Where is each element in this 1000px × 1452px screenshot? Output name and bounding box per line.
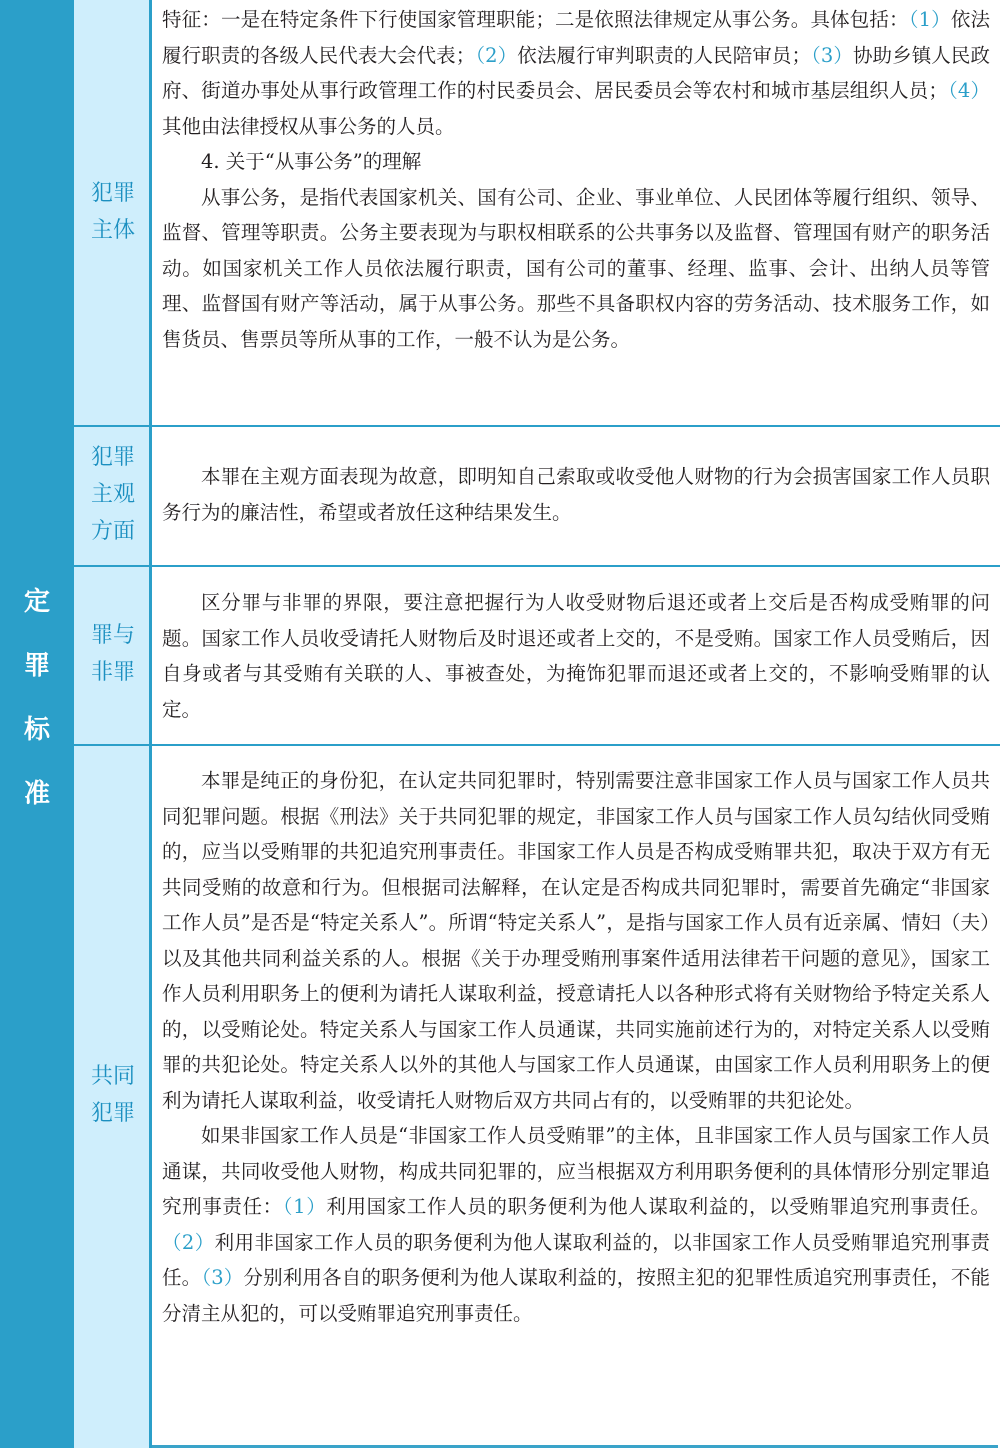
section-label-line: 主体 xyxy=(90,218,135,243)
section-label-line: 犯罪 xyxy=(90,1101,135,1126)
text-segment: 4. 关于“从事公务”的理解 xyxy=(201,150,422,173)
list-number: （4） xyxy=(947,79,990,102)
section-content-joint-crime xyxy=(162,763,990,1331)
row-divider xyxy=(74,425,1000,427)
section-content-subjective xyxy=(162,459,990,530)
text-segment: 本罪在主观方面表现为故意，即明知自己索取或收受他人财物的行为会损害国家工作人员职务行为的廉洁性，希望或者放任这种结果发生。 xyxy=(162,465,990,524)
section-content-crime-noncrime xyxy=(162,585,990,727)
text-segment: 特征：一是在特定条件下行使国家管理职能；二是依照法律规定从事公务。具体包括： xyxy=(162,8,909,31)
section-label-line: 犯罪 xyxy=(90,445,135,470)
row-divider xyxy=(74,565,1000,567)
category-label-char: 准 xyxy=(23,779,50,809)
paragraph xyxy=(162,180,990,358)
text-segment: 分别利用各自的职务便利为他人谋取利益的，按照主犯的犯罪性质追究刑事责任，不能分清主从犯的，可以受贿罪追究刑事责任。 xyxy=(162,1266,990,1325)
section-label-line: 犯罪 xyxy=(90,181,135,206)
text-segment: 如果非国家工作人员是“非国家工作人员受贿罪”的主体，且非国家工作人员与国家工作人员通谋，共同收受他人财物，构成共同犯罪的，应当根据双方利用职务便利的具体情形分别定罪追究刑事责任： xyxy=(162,1124,990,1218)
text-segment: 本罪是纯正的身份犯，在认定共同犯罪时，特别需要注意非国家工作人员与国家工作人员共同犯罪问题。根据《刑法》关于共同犯罪的规定，非国家工作人员与国家工作人员勾结伙同受贿的，应当以受贿罪的共犯追究刑事责任。非国家工作人员是否构成受贿罪共犯，取决于双方有无共同受贿的故意和行为。但根据司法解释，在认定是否构成共同犯罪时，需要首先确定“非国家工作人员”是否是“特定关系人”。所谓“特定关系人”，是指与国家工作人员有近亲属、情妇（夫）以及其他共同利益关系的人。根据《关于办理受贿刑事案件适用法律若干问题的意见》，国家工作人员利用职务上的便利为请托人谋取利益，授意请托人以各种形式将有关财物给予特定关系人的，以受贿论处。特定关系人与国家工作人员通谋，共同实施前述行为的，对特定关系人以受贿罪的共犯论处。特定关系人以外的其他人与国家工作人员通谋，由国家工作人员利用职务上的便利为请托人谋取利益，收受请托人财物后双方共同占有的，以受贿罪的共犯论处。 xyxy=(162,769,990,1112)
text-segment: 利用国家工作人员的职务便利为他人谋取利益的，以受贿罪追究刑事责任。 xyxy=(326,1195,990,1218)
list-number: （2） xyxy=(475,43,518,67)
paragraph xyxy=(162,459,990,530)
section-content-subject xyxy=(162,2,990,357)
paragraph xyxy=(162,1118,990,1331)
list-number: （3） xyxy=(810,43,853,67)
section-label-crime-noncrime xyxy=(74,617,152,691)
list-number: （3） xyxy=(201,1266,244,1289)
paragraph xyxy=(162,144,990,180)
section-label-joint-crime xyxy=(74,1058,152,1132)
row-divider xyxy=(74,744,1000,746)
category-label-char: 标 xyxy=(23,715,50,745)
text-segment: 其他由法律授权从事公务的人员。 xyxy=(162,114,455,138)
section-label-line: 非罪 xyxy=(90,660,135,685)
section-label-subject xyxy=(74,175,152,249)
text-segment: 依法履行职责的各级人民代表大会代表； xyxy=(162,8,990,67)
text-segment: 依法履行审判职责的人民陪审员； xyxy=(517,43,811,67)
section-label-line: 罪与 xyxy=(90,623,135,648)
category-label-char: 罪 xyxy=(23,651,50,681)
list-number: （2） xyxy=(162,1230,215,1254)
section-label-line: 方面 xyxy=(90,519,135,544)
section-label-line: 主观 xyxy=(90,482,135,507)
paragraph xyxy=(162,2,990,144)
section-label-subjective xyxy=(74,439,152,550)
text-segment: 协助乡镇人民政府、街道办事处从事行政管理工作的村民委员会、居民委员会等农村和城市基层组织人员； xyxy=(162,43,990,102)
category-label-char: 定 xyxy=(23,587,50,617)
list-number: （1） xyxy=(908,8,951,31)
text-segment: 区分罪与非罪的界限，要注意把握行为人收受财物后退还或者上交后是否构成受贿罪的问题。国家工作人员收受请托人财物后及时退还或者上交的，不是受贿。国家工作人员受贿后，因自身或者与其受贿有关联的人、事被查处，为掩饰犯罪而退还或者上交的，不影响受贿罪的认定。 xyxy=(162,591,990,721)
category-label xyxy=(0,570,74,826)
paragraph xyxy=(162,585,990,727)
section-label-line: 共同 xyxy=(90,1064,135,1089)
paragraph xyxy=(162,763,990,1118)
text-segment: 从事公务，是指代表国家机关、国有公司、企业、事业单位、人民团体等履行组织、领导、监督、管理等职责。公务主要表现为与职权相联系的公共事务以及监督、管理国有财产的职务活动。如国家机关工作人员依法履行职责，国有公司的董事、经理、监事、会计、出纳人员等管理、监督国有财产等活动，属于从事公务。那些不具备职权内容的劳务活动、技术服务工作，如售货员、售票员等所从事的工作，一般不认为是公务。 xyxy=(162,185,990,351)
list-number: （1） xyxy=(282,1195,327,1218)
text-segment: 利用非国家工作人员的职务便利为他人谋取利益的，以非国家工作人员受贿罪追究刑事责任。 xyxy=(162,1230,990,1289)
